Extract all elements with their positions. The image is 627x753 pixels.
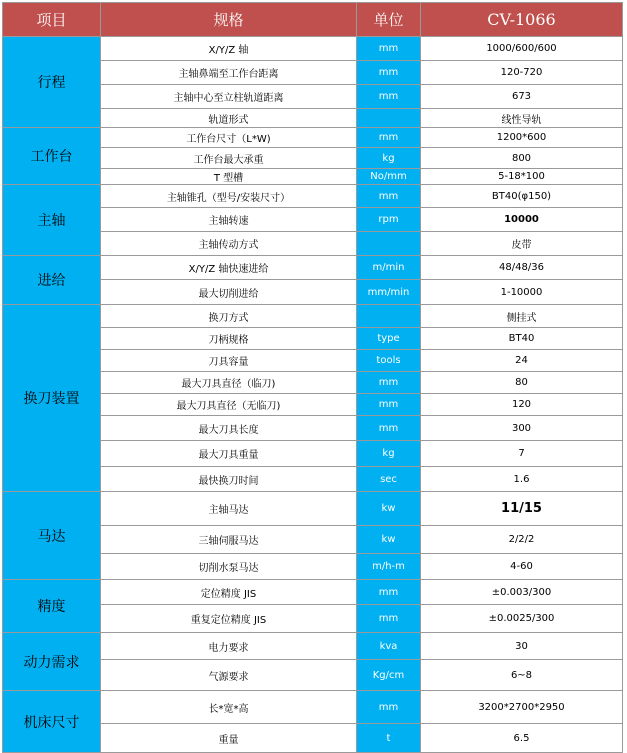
spec-item: 电力要求	[101, 633, 357, 660]
spec-unit: kw	[357, 526, 421, 554]
spec-unit: kw	[357, 492, 421, 526]
table-row	[3, 580, 623, 605]
spec-unit: mm	[357, 580, 421, 605]
spec-item: T 型槽	[101, 169, 357, 185]
spec-item: 主轴锥孔（型号/安装尺寸）	[101, 185, 357, 208]
spec-value: 120	[421, 394, 623, 416]
spec-value: 11/15	[421, 492, 623, 526]
spec-item: 主轴传动方式	[101, 232, 357, 256]
spec-value: 1.6	[421, 467, 623, 492]
spec-unit: mm/min	[357, 280, 421, 305]
spec-value: 800	[421, 148, 623, 169]
spec-value: 30	[421, 633, 623, 660]
header-item: 项目	[3, 3, 101, 37]
spec-unit: mm	[357, 37, 421, 61]
spec-item: 气源要求	[101, 660, 357, 691]
spec-unit: mm	[357, 61, 421, 85]
spec-value: 80	[421, 372, 623, 394]
category-dimensions: 机床尺寸	[3, 691, 101, 753]
spec-unit	[357, 232, 421, 256]
spec-value: 6.5	[421, 724, 623, 753]
table-row	[3, 691, 623, 724]
spec-table	[2, 2, 623, 753]
spec-value: 6~8	[421, 660, 623, 691]
spec-unit: mm	[357, 605, 421, 633]
spec-item: 轨道形式	[101, 109, 357, 128]
spec-value: 10000	[421, 208, 623, 232]
spec-value: 24	[421, 350, 623, 372]
spec-value: 673	[421, 85, 623, 109]
header-row	[3, 3, 623, 37]
spec-item: 最大刀具直径（临刀)	[101, 372, 357, 394]
spec-unit: mm	[357, 691, 421, 724]
spec-value: 1000/600/600	[421, 37, 623, 61]
spec-value: 300	[421, 416, 623, 441]
spec-value: ±0.003/300	[421, 580, 623, 605]
spec-item: 主轴鼻端至工作台距离	[101, 61, 357, 85]
spec-item: X/Y/Z 轴	[101, 37, 357, 61]
spec-item: 重复定位精度 JIS	[101, 605, 357, 633]
spec-value: 48/48/36	[421, 256, 623, 280]
spec-unit: mm	[357, 128, 421, 148]
spec-item: 重量	[101, 724, 357, 753]
table-row	[3, 492, 623, 526]
spec-value: 皮带	[421, 232, 623, 256]
table-row	[3, 633, 623, 660]
spec-unit	[357, 305, 421, 328]
spec-item: 主轴中心至立柱轨道距离	[101, 85, 357, 109]
spec-unit: sec	[357, 467, 421, 492]
spec-item: 定位精度 JIS	[101, 580, 357, 605]
spec-value: 1-10000	[421, 280, 623, 305]
spec-value: BT40(φ150)	[421, 185, 623, 208]
spec-item: 刀具容量	[101, 350, 357, 372]
spec-item: 最大刀具直径（无临刀)	[101, 394, 357, 416]
spec-unit: mm	[357, 85, 421, 109]
table-row	[3, 305, 623, 328]
spec-unit: rpm	[357, 208, 421, 232]
spec-unit: mm	[357, 185, 421, 208]
spec-unit: mm	[357, 394, 421, 416]
spec-item: X/Y/Z 轴快速进给	[101, 256, 357, 280]
spec-unit: kg	[357, 441, 421, 467]
table-row	[3, 256, 623, 280]
spec-item: 最快换刀时间	[101, 467, 357, 492]
spec-value: 5-18*100	[421, 169, 623, 185]
spec-item: 刀柄规格	[101, 328, 357, 350]
spec-item: 切削水泵马达	[101, 554, 357, 580]
spec-unit: type	[357, 328, 421, 350]
spec-value: 120-720	[421, 61, 623, 85]
category-travel: 行程	[3, 37, 101, 128]
spec-unit: t	[357, 724, 421, 753]
header-spec: 规格	[101, 3, 357, 37]
spec-value: BT40	[421, 328, 623, 350]
category-feed: 进给	[3, 256, 101, 305]
category-tool-changer: 换刀装置	[3, 305, 101, 492]
spec-unit: m/h-m	[357, 554, 421, 580]
spec-value: 7	[421, 441, 623, 467]
spec-item: 最大刀具重量	[101, 441, 357, 467]
spec-unit: No/mm	[357, 169, 421, 185]
spec-unit: Kg/cm	[357, 660, 421, 691]
category-power: 动力需求	[3, 633, 101, 691]
spec-value: 侧挂式	[421, 305, 623, 328]
spec-item: 长*宽*高	[101, 691, 357, 724]
spec-item: 换刀方式	[101, 305, 357, 328]
spec-item: 三轴伺服马达	[101, 526, 357, 554]
spec-item: 主轴马达	[101, 492, 357, 526]
spec-value: 3200*2700*2950	[421, 691, 623, 724]
spec-value: 1200*600	[421, 128, 623, 148]
spec-unit	[357, 109, 421, 128]
category-worktable: 工作台	[3, 128, 101, 185]
category-spindle: 主轴	[3, 185, 101, 256]
spec-value: 2/2/2	[421, 526, 623, 554]
spec-unit: m/min	[357, 256, 421, 280]
spec-item: 主轴转速	[101, 208, 357, 232]
spec-item: 最大切削进给	[101, 280, 357, 305]
spec-unit: kg	[357, 148, 421, 169]
table-row	[3, 128, 623, 148]
header-unit: 单位	[357, 3, 421, 37]
spec-item: 工作台尺寸（L*W)	[101, 128, 357, 148]
category-accuracy: 精度	[3, 580, 101, 633]
spec-unit: mm	[357, 416, 421, 441]
table-row	[3, 185, 623, 208]
spec-item: 最大刀具长度	[101, 416, 357, 441]
spec-value: 线性导轨	[421, 109, 623, 128]
spec-unit: kva	[357, 633, 421, 660]
table-row	[3, 37, 623, 61]
spec-unit: tools	[357, 350, 421, 372]
spec-item: 工作台最大承重	[101, 148, 357, 169]
category-motor: 马达	[3, 492, 101, 580]
spec-unit: mm	[357, 372, 421, 394]
spec-value: ±0.0025/300	[421, 605, 623, 633]
spec-value: 4-60	[421, 554, 623, 580]
header-model: CV-1066	[421, 3, 623, 37]
